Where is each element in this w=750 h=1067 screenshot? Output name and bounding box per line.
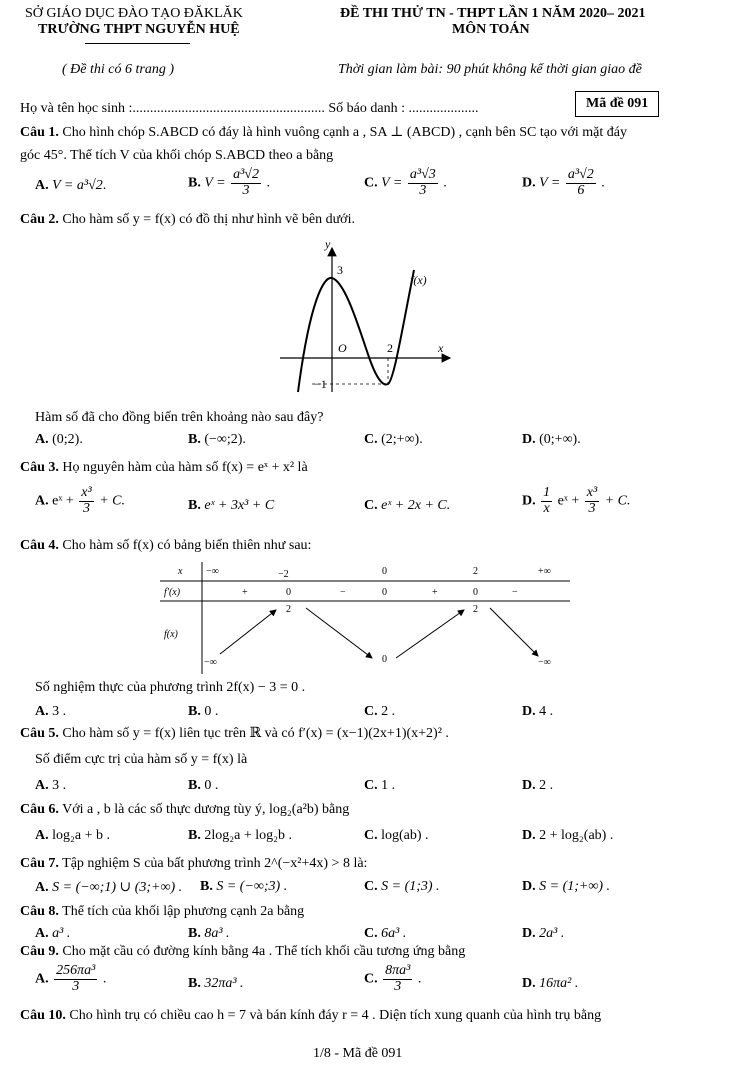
- fprime-sign: 0: [286, 587, 291, 598]
- q2-option-b: [188, 432, 246, 448]
- option-value: 8a³ .: [204, 926, 230, 941]
- q1-label: Câu 1.: [20, 125, 59, 140]
- q9-stem: [20, 944, 465, 960]
- q1-stem-line1: [20, 124, 627, 141]
- q1-option-a: [35, 178, 106, 194]
- option-value: V = a³√2: [52, 178, 103, 193]
- page-footer: 1/8 - Mã đề 091: [313, 1046, 403, 1061]
- q1-option-b: B. V = $\frac{\text{a³√2}}{3}$ .: [188, 167, 270, 198]
- q7-option-d: [522, 879, 610, 895]
- q4-option-a: [35, 704, 66, 720]
- q3-text: Họ nguyên hàm của hàm số f(x) = eˣ + x² là: [62, 460, 308, 475]
- option-label: D.: [522, 704, 536, 719]
- option-label: A.: [35, 432, 49, 447]
- option-value: (0;2).: [52, 432, 83, 447]
- option-prefix: V =: [381, 175, 403, 191]
- option-fraction: [541, 486, 552, 516]
- q6-text: Với a , b là các số thực dương tùy ý, log₂(a²b) bằng: [62, 802, 350, 817]
- q5-option-d: [522, 778, 553, 794]
- q3-option-b: [188, 498, 274, 514]
- fprime-sign: +: [432, 587, 438, 598]
- option-label: D.: [522, 432, 536, 447]
- option-prefix: V =: [539, 175, 561, 191]
- x-value: −∞: [206, 566, 219, 577]
- numerator: 8πa³: [385, 963, 411, 978]
- q7-label: Câu 7.: [20, 856, 59, 871]
- f-value: 0: [382, 654, 387, 665]
- option-label: B.: [188, 926, 201, 941]
- option-label: B.: [188, 498, 201, 513]
- q4-option-d: [522, 704, 553, 720]
- school-name: TRƯỜNG THPT NGUYỄN HUỆ: [38, 22, 240, 37]
- option-suffix: + C.: [99, 493, 125, 509]
- option-punct: .: [102, 178, 107, 193]
- q6-option-c: [364, 828, 429, 844]
- q9-option-a: A. $\frac{\text{256πa³}}{3}$ .: [35, 963, 107, 994]
- option-value: 2 + log₂(ab) .: [539, 828, 614, 843]
- option-value: S = (1;3) .: [381, 879, 440, 894]
- numerator: a³√3: [409, 167, 436, 182]
- option-label: A.: [35, 971, 49, 987]
- option-label: C.: [364, 971, 378, 987]
- option-label: D.: [522, 976, 536, 991]
- q10-stem: [20, 1008, 601, 1024]
- q6-option-d: [522, 828, 613, 844]
- option-fraction: [408, 168, 438, 198]
- q7-stem: [20, 856, 367, 872]
- increase-arrow: [396, 610, 464, 658]
- origin-label: O: [338, 341, 347, 355]
- f-value: 2: [286, 604, 291, 615]
- denominator: 3: [588, 500, 596, 516]
- q9-option-c: C. $\frac{\text{8πa³}}{3}$ .: [364, 963, 422, 994]
- exam-code-box: Mã đề 091: [575, 91, 659, 117]
- q5-question: Số điểm cực trị của hàm số y = f(x) là: [35, 752, 248, 767]
- q1-text1: Cho hình chóp S.ABCD có đáy là hình vuông cạnh a , SA ⊥ (ABCD) , cạnh bên SC tạo với mặt đáy: [62, 125, 627, 140]
- option-value: S = (−∞;1) ∪ (3;+∞) .: [52, 880, 183, 895]
- denominator: 3: [419, 182, 427, 198]
- option-label: C.: [364, 828, 378, 843]
- x-value: +∞: [538, 566, 551, 577]
- q1-option-c: C. V = $\frac{\text{a³√3}}{3}$ .: [364, 167, 447, 198]
- fprime-sign: −: [512, 587, 518, 598]
- q6-option-b: [188, 828, 292, 844]
- table-f-label: f(x): [164, 629, 178, 640]
- q6-stem: [20, 802, 349, 818]
- q2-stem: [20, 212, 355, 228]
- option-label: D.: [522, 926, 536, 941]
- option-value: 2log₂a + log₂b .: [204, 828, 292, 843]
- f-value: 2: [473, 604, 478, 615]
- y-axis-label: y: [325, 240, 331, 251]
- q2-option-d: [522, 432, 581, 448]
- option-value: log₂a + b .: [52, 828, 111, 843]
- table-x-label: x: [178, 566, 183, 577]
- option-value: 0 .: [204, 778, 219, 793]
- time-note: Thời gian làm bài: 90 phút không kể thời gian giao đề: [338, 62, 642, 77]
- option-fraction: [54, 964, 97, 994]
- q2-label: Câu 2.: [20, 212, 59, 227]
- y-max-label: 3: [337, 263, 343, 277]
- option-label: A.: [35, 828, 49, 843]
- q9-option-b: [188, 976, 244, 992]
- denominator: 3: [72, 978, 80, 994]
- option-label: D.: [522, 828, 536, 843]
- q8-option-a: [35, 926, 70, 942]
- q4-label: Câu 4.: [20, 538, 59, 553]
- q1-stem-line2: góc 45°. Thể tích V của khối chóp S.ABCD theo a bằng: [20, 148, 334, 163]
- option-label: D.: [522, 879, 536, 894]
- increase-arrow: [220, 610, 276, 654]
- q7-text: Tập nghiệm S của bất phương trình 2^(−x²+4x) > 8 là:: [62, 856, 368, 871]
- denominator: 3: [394, 978, 402, 994]
- option-label: B.: [200, 879, 213, 894]
- q8-label: Câu 8.: [20, 904, 59, 919]
- q3-option-c: [364, 498, 450, 514]
- option-value: 32πa³ .: [204, 976, 244, 991]
- option-value: (0;+∞).: [539, 432, 581, 447]
- x-axis-label: x: [438, 341, 444, 355]
- option-value: 2a³ .: [539, 926, 565, 941]
- option-label: C.: [364, 704, 378, 719]
- option-fraction: [383, 964, 412, 994]
- y-min-label: −1: [314, 377, 327, 391]
- option-fraction: [231, 168, 261, 198]
- option-value: log(ab) .: [381, 828, 429, 843]
- department-name: SỞ GIÁO DỤC ĐÀO TẠO ĐĂKLĂK: [25, 6, 243, 21]
- q5-option-c: [364, 778, 395, 794]
- x-value: −2: [278, 569, 289, 580]
- numerator: a³√2: [233, 167, 259, 182]
- q8-option-b: [188, 926, 230, 942]
- exam-title: ĐỀ THI THỬ TN - THPT LẦN 1 NĂM 2020– 2021: [340, 6, 646, 21]
- numerator: x³: [81, 485, 92, 500]
- option-label: A.: [35, 704, 49, 719]
- q2-function-graph: [270, 240, 470, 400]
- q9-option-d: [522, 976, 578, 992]
- option-value: 4 .: [539, 704, 554, 719]
- option-label: B.: [188, 976, 201, 991]
- q7-option-c: [364, 879, 440, 895]
- option-value: 0 .: [204, 704, 219, 719]
- option-label: C.: [364, 879, 378, 894]
- option-value: 16πa² .: [539, 976, 579, 991]
- option-value: S = (−∞;3) .: [216, 879, 288, 894]
- option-label: D.: [522, 175, 536, 191]
- option-value: 3 .: [52, 778, 67, 793]
- option-value: (−∞;2).: [204, 432, 246, 447]
- q4-stem: [20, 538, 311, 554]
- q6-option-a: [35, 828, 110, 844]
- q8-stem: [20, 904, 304, 920]
- option-label: C.: [364, 778, 378, 793]
- option-middle: eˣ +: [557, 493, 580, 509]
- f-value: −∞: [204, 657, 217, 668]
- q10-label: Câu 10.: [20, 1008, 66, 1023]
- fprime-sign: −: [340, 587, 346, 598]
- q4-variation-table: [160, 562, 570, 674]
- q7-option-a: [35, 879, 182, 896]
- option-prefix: V =: [204, 175, 226, 191]
- q4-option-b: [188, 704, 218, 720]
- option-value: 2 .: [539, 778, 554, 793]
- q2-question: Hàm số đã cho đồng biến trên khoảng nào sau đây?: [35, 410, 324, 425]
- denominator: 3: [82, 500, 90, 516]
- decrease-arrow: [306, 608, 372, 658]
- q3-stem: [20, 460, 308, 476]
- option-label: C.: [364, 432, 378, 447]
- fprime-sign: 0: [473, 587, 478, 598]
- option-label: D.: [522, 778, 536, 793]
- option-fraction: [79, 486, 93, 516]
- option-value: eˣ + 2x + C.: [381, 498, 451, 513]
- denominator: 6: [577, 182, 585, 198]
- table-fprime-label: f′(x): [164, 587, 181, 598]
- option-value: eˣ + 3x³ + C: [204, 498, 275, 513]
- option-value: a³ .: [52, 926, 71, 941]
- option-prefix: eˣ +: [52, 493, 74, 509]
- q5-option-a: [35, 778, 66, 794]
- option-label: C.: [364, 498, 378, 513]
- numerator: x³: [586, 485, 598, 500]
- option-value: 3 .: [52, 704, 67, 719]
- q9-label: Câu 9.: [20, 944, 59, 959]
- header-divider: [85, 43, 190, 44]
- q3-option-d: [522, 486, 631, 516]
- function-curve: [298, 270, 414, 392]
- q5-label: Câu 5.: [20, 726, 59, 741]
- q9-text: Cho mặt cầu có đường kính bằng 4a . Thể tích khối cầu tương ứng bằng: [62, 944, 466, 959]
- numerator: a³√2: [567, 167, 594, 182]
- option-label: A.: [35, 178, 49, 193]
- option-label: C.: [364, 175, 378, 191]
- option-fraction: [566, 168, 596, 198]
- q5-stem: [20, 725, 449, 742]
- option-label: B.: [188, 828, 201, 843]
- q3-label: Câu 3.: [20, 460, 59, 475]
- q7-option-b: [200, 879, 287, 895]
- q5-option-b: [188, 778, 218, 794]
- option-label: B.: [188, 704, 201, 719]
- numerator: 1: [543, 485, 551, 500]
- option-suffix: + C.: [604, 493, 631, 509]
- option-value: S = (1;+∞) .: [539, 879, 610, 894]
- option-label: A.: [35, 493, 49, 509]
- denominator: x: [543, 500, 550, 516]
- f-value: −∞: [538, 657, 551, 668]
- option-value: 6a³ .: [381, 926, 407, 941]
- option-label: A.: [35, 880, 49, 895]
- option-label: A.: [35, 778, 49, 793]
- x-value: 2: [473, 566, 478, 577]
- subject-title: MÔN TOÁN: [452, 22, 530, 37]
- option-value: (2;+∞).: [381, 432, 423, 447]
- q2-option-c: [364, 432, 423, 448]
- q10-text: Cho hình trụ có chiều cao h = 7 và bán kính đáy r = 4 . Diện tích xung quanh của hình trụ bằng: [69, 1008, 602, 1023]
- q3-option-a: [35, 486, 125, 516]
- x-2-label: 2: [387, 341, 393, 355]
- q2-text: Cho hàm số y = f(x) có đồ thị như hình vẽ bên dưới.: [62, 212, 355, 227]
- option-value: 2 .: [381, 704, 396, 719]
- q2-option-a: [35, 432, 83, 448]
- q6-label: Câu 6.: [20, 802, 59, 817]
- option-label: B.: [188, 432, 201, 447]
- curve-label: f(x): [410, 273, 427, 287]
- q8-option-d: [522, 926, 564, 942]
- option-fraction: [585, 486, 599, 516]
- numerator: 256πa³: [56, 963, 96, 978]
- x-value: 0: [382, 566, 387, 577]
- option-label: C.: [364, 926, 378, 941]
- pages-note: ( Đề thi có 6 trang ): [62, 62, 174, 77]
- option-label: D.: [522, 493, 536, 509]
- q4-option-c: [364, 704, 395, 720]
- q4-question: Số nghiệm thực của phương trình 2f(x) − 3 = 0 .: [35, 680, 306, 695]
- student-info-line: Họ và tên học sinh :....................................................... Số báo danh : ....................: [20, 101, 479, 116]
- option-label: B.: [188, 175, 201, 191]
- option-value: 1 .: [381, 778, 396, 793]
- option-label: A.: [35, 926, 49, 941]
- fprime-sign: 0: [382, 587, 387, 598]
- option-label: B.: [188, 778, 201, 793]
- q8-text: Thể tích của khối lập phương cạnh 2a bằng: [62, 904, 305, 919]
- q8-option-c: [364, 926, 406, 942]
- q1-option-d: D. V = $\frac{\text{a³√2}}{6}$ .: [522, 167, 605, 198]
- q5-text: Cho hàm số y = f(x) liên tục trên ℝ và có f′(x) = (x−1)(2x+1)(x+2)² .: [62, 726, 449, 741]
- denominator: 3: [242, 182, 250, 198]
- fprime-sign: +: [242, 587, 248, 598]
- decrease-arrow: [490, 608, 538, 656]
- q4-text: Cho hàm số f(x) có bảng biến thiên như sau:: [62, 538, 312, 553]
